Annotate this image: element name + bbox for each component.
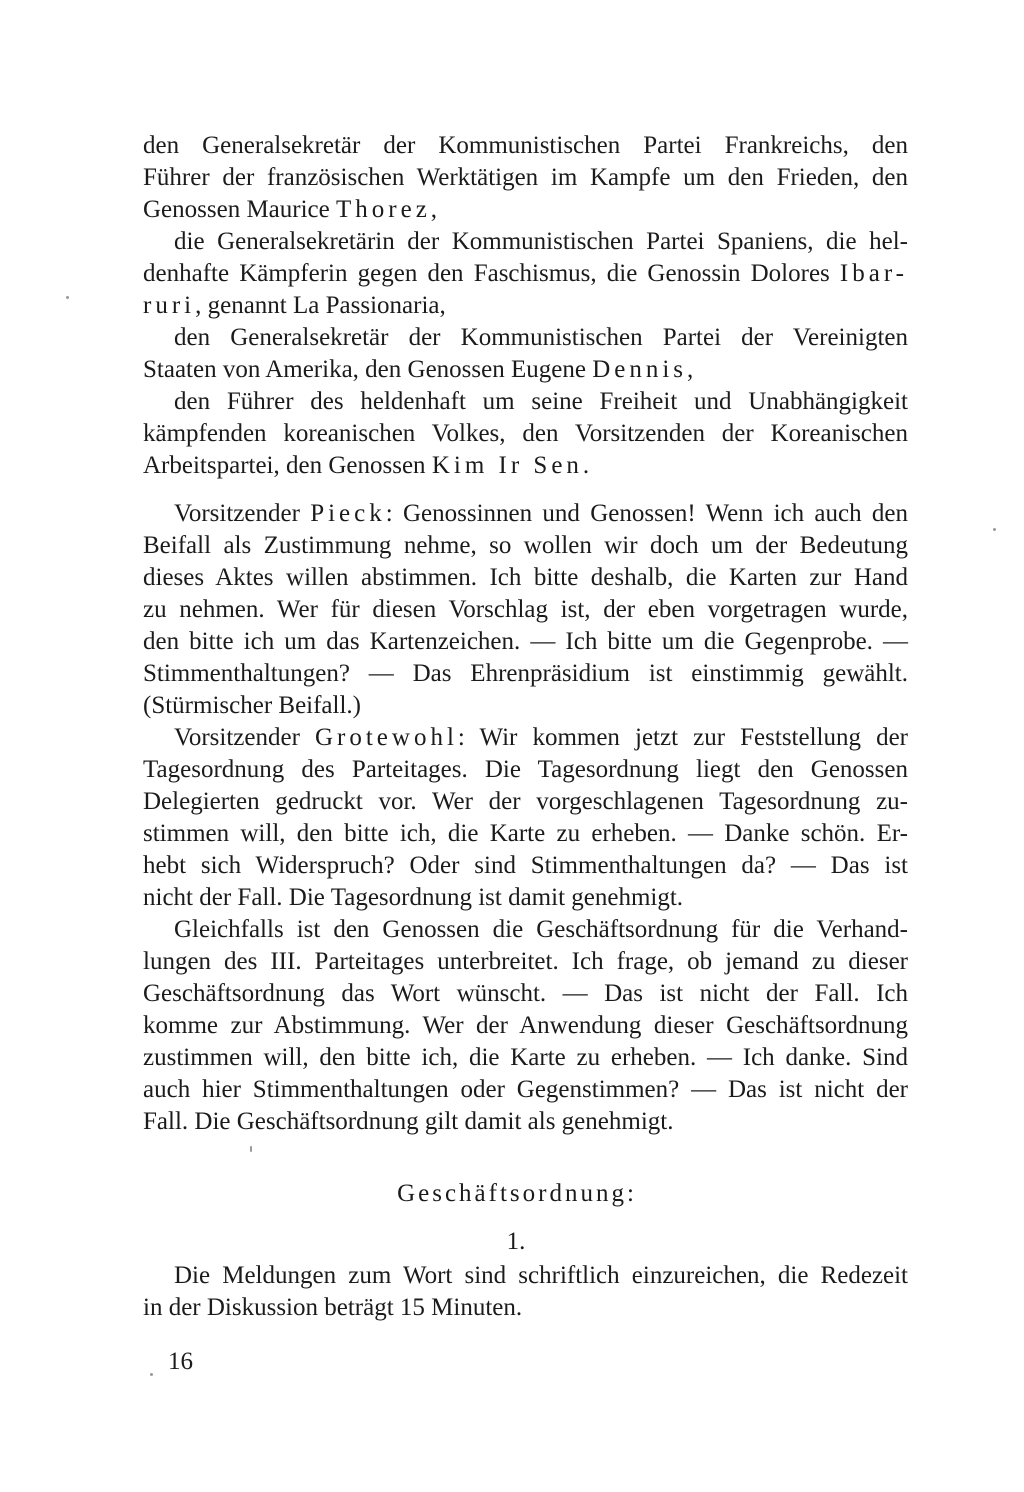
text-segment: den Generalsekretär der Kommunistischen Partei Frankreichs, den (143, 132, 908, 159)
text-segment: den bitte ich um das Kartenzeichen. — Ich bitte um die Gegenprobe. — (143, 628, 908, 655)
text-segment: komme zur Abstimmung. Wer der Anwendung dieser Geschäftsordnung (143, 1012, 908, 1039)
text-line (143, 130, 908, 162)
text-line (174, 722, 908, 754)
text-segment: dieses Aktes willen abstimmen. Ich bitte deshalb, die Karten zur Hand (143, 564, 908, 591)
text-line (174, 322, 908, 354)
text-line (174, 1260, 908, 1292)
section-heading: Geschäftsordnung: (397, 1180, 637, 1207)
text-line (143, 258, 908, 290)
text-segment: Führer der französischen Werktätigen im Kampfe um den Frieden, den (143, 164, 908, 191)
page-number: 16 (168, 1348, 193, 1375)
spaced-name: Thorez (336, 196, 431, 223)
text-segment: nicht der Fall. Die Tagesordnung ist damit genehmigt. (143, 884, 684, 911)
text-line (143, 882, 908, 914)
text-segment: den Generalsekretär der Kommunistischen Partei der Vereinigten (174, 324, 908, 351)
text-line (143, 1292, 908, 1324)
text-line (143, 978, 908, 1010)
text-segment: lungen des III. Parteitages unterbreitet. Ich frage, ob jemand zu dieser (143, 948, 908, 975)
text-segment: Beifall als Zustimmung nehme, so wollen wir doch um der Bedeutung (143, 532, 908, 559)
text-line (143, 754, 908, 786)
text-segment: hebt sich Widerspruch? Oder sind Stimmenthaltungen da? — Das ist (143, 852, 908, 879)
text-segment: Genossen Maurice (143, 196, 336, 223)
text-segment: (Stürmischer Beifall.) (143, 692, 361, 719)
text-line (143, 1106, 908, 1138)
text-line (174, 226, 908, 258)
text-segment: Vorsitzender (174, 724, 315, 751)
text-line (143, 946, 908, 978)
text-segment: zu nehmen. Wer für diesen Vorschlag ist, der eben vorgetragen wurde, (143, 596, 908, 623)
paper-speck (150, 1373, 153, 1376)
text-segment: , (687, 356, 694, 383)
text-line (174, 386, 908, 418)
text-line (143, 1042, 908, 1074)
text-line (143, 418, 908, 450)
text-segment: Stimmenthaltungen? — Das Ehrenpräsidium ist einstimmig gewählt. (143, 660, 908, 687)
text-line (143, 354, 908, 386)
text-line (143, 562, 908, 594)
text-line (143, 530, 908, 562)
text-line (143, 594, 908, 626)
text-segment: Vorsitzender (174, 500, 311, 527)
spaced-name: Dennis (592, 356, 688, 383)
text-segment: , genannt La Passionaria, (195, 292, 446, 319)
paper-speck (250, 1146, 252, 1152)
spaced-name: Pieck (310, 500, 386, 527)
spaced-name: Ibar- (839, 260, 908, 287)
paper-speck (993, 528, 996, 531)
paper-speck (66, 296, 69, 299)
text-line (143, 194, 908, 226)
text-segment: , (430, 196, 438, 223)
text-segment: Die Meldungen zum Wort sind schriftlich einzureichen, die Redezeit (174, 1262, 908, 1289)
text-line (143, 818, 908, 850)
text-segment: zustimmen will, den bitte ich, die Karte zu erheben. — Ich danke. Sind (143, 1044, 908, 1071)
text-segment: . (582, 452, 590, 479)
text-segment: stimmen will, den bitte ich, die Karte zu erheben. — Danke schön. Er- (143, 820, 908, 847)
text-segment: : Genossinnen und Genossen! Wenn ich auch den (385, 500, 908, 527)
text-segment: die Generalsekretärin der Kommunistischen Partei Spaniens, die hel- (174, 228, 908, 255)
text-segment: denhafte Kämpferin gegen den Faschismus, die Genossin Dolores (143, 260, 840, 287)
text-line (143, 786, 908, 818)
text-segment: in der Diskussion beträgt 15 Minuten. (143, 1294, 523, 1321)
spaced-name: Grotewohl (314, 724, 458, 751)
text-segment: kämpfenden koreanischen Volkes, den Vorsitzenden der Koreanischen (143, 420, 908, 447)
text-segment: Delegierten gedruckt vor. Wer der vorgeschlagenen Tagesordnung zu- (143, 788, 908, 815)
text-line (143, 626, 908, 658)
spaced-name: Kim Ir Sen (431, 452, 583, 479)
text-line (143, 290, 908, 322)
text-line (143, 850, 908, 882)
text-segment: auch hier Stimmenthaltungen oder Gegenstimmen? — Das ist nicht der (143, 1076, 908, 1103)
text-segment: : Wir kommen jetzt zur Feststellung der (457, 724, 908, 751)
text-segment: den Führer des heldenhaft um seine Freiheit und Unabhängigkeit (174, 388, 908, 415)
text-line (143, 690, 908, 722)
spaced-name: ruri (143, 292, 196, 319)
text-segment: Gleichfalls ist den Genossen die Geschäftsordnung für die Verhand- (174, 916, 908, 943)
text-line (174, 914, 908, 946)
text-segment: Staaten von Amerika, den Genossen Eugene (143, 356, 593, 383)
section-numeral: 1. (506, 1228, 526, 1255)
text-line (174, 498, 908, 530)
text-line (143, 162, 908, 194)
text-line (143, 1074, 908, 1106)
text-segment: Geschäftsordnung das Wort wünscht. — Das ist nicht der Fall. Ich (143, 980, 908, 1007)
text-line (143, 1010, 908, 1042)
text-segment: Tagesordnung des Parteitages. Die Tagesordnung liegt den Genossen (143, 756, 908, 783)
text-segment: Arbeitspartei, den Genossen (143, 452, 432, 479)
text-segment: Fall. Die Geschäftsordnung gilt damit als genehmigt. (143, 1108, 674, 1135)
text-line (143, 658, 908, 690)
text-line (143, 450, 908, 482)
